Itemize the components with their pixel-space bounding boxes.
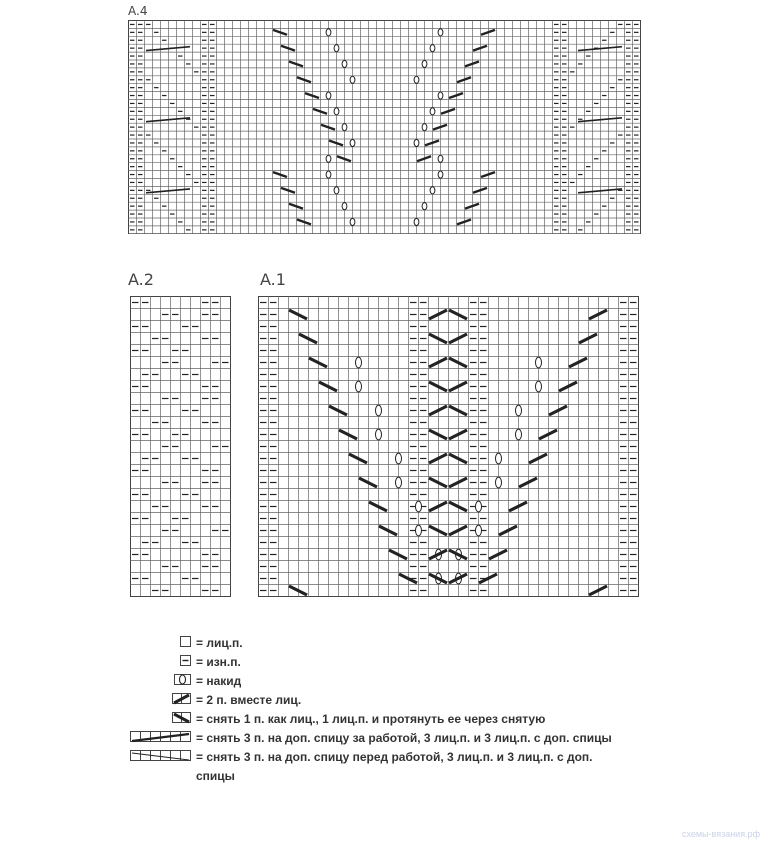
legend-row-cable-front-cont xyxy=(130,767,650,786)
yarn-over-mark xyxy=(350,76,355,83)
yarn-over-mark xyxy=(438,92,443,99)
yarn-over-mark xyxy=(438,29,443,36)
legend-row-skpo xyxy=(130,710,650,729)
yarn-over-mark xyxy=(476,501,482,512)
yarn-over-mark xyxy=(356,381,362,392)
yarn-over-mark xyxy=(476,525,482,536)
legend-text-purl: = изн.п. xyxy=(196,655,241,669)
yarn-over-mark xyxy=(516,405,522,416)
yarn-over-mark xyxy=(326,171,331,178)
yarn-over-mark xyxy=(416,525,422,536)
yarn-over-mark xyxy=(326,155,331,162)
yarn-over-mark xyxy=(342,203,347,210)
yarn-over-mark xyxy=(334,187,339,194)
cable-back-icon xyxy=(130,731,192,743)
yarn-over-mark xyxy=(342,60,347,67)
purl-square-icon xyxy=(180,655,192,667)
yarn-over-mark xyxy=(414,218,419,225)
yarn-over-mark xyxy=(422,60,427,67)
legend xyxy=(130,634,650,786)
legend-text-skpo: = снять 1 п. как лиц., 1 лиц.п. и протянуть ее через снятую xyxy=(196,712,546,726)
yarn-over-mark xyxy=(356,357,362,368)
chart-a2-grid xyxy=(130,296,232,602)
yarn-over-mark xyxy=(334,45,339,52)
legend-text-cable-back: = снять 3 п. на доп. спицу за работой, 3 лиц.п. и 3 лиц.п. с доп. спицы xyxy=(196,731,612,745)
yarn-over-mark xyxy=(536,357,542,368)
chart-a2-title: A.2 xyxy=(128,270,154,289)
yarn-over-icon xyxy=(174,674,192,686)
yarn-over-mark xyxy=(376,405,382,416)
yarn-over-mark xyxy=(396,453,402,464)
legend-row-cable-front xyxy=(130,748,650,767)
legend-text-k2tog: = 2 п. вместе лиц. xyxy=(196,693,302,707)
yarn-over-mark xyxy=(496,477,502,488)
yarn-over-mark xyxy=(430,45,435,52)
yarn-over-mark xyxy=(376,429,382,440)
watermark: схемы-вязания.рф xyxy=(681,829,760,839)
legend-text-cable-front: = снять 3 п. на доп. спицу перед работой, 3 лиц.п. и 3 лиц.п. с доп. xyxy=(196,750,593,764)
yarn-over-mark xyxy=(430,108,435,115)
legend-row-yarn-over xyxy=(130,672,650,691)
yarn-over-mark xyxy=(438,171,443,178)
yarn-over-mark xyxy=(350,218,355,225)
legend-row-cable-back xyxy=(130,729,650,748)
legend-row-knit xyxy=(130,634,650,653)
yarn-over-mark xyxy=(416,501,422,512)
yarn-over-mark xyxy=(342,124,347,131)
chart-a1-grid xyxy=(258,296,640,602)
yarn-over-mark xyxy=(422,124,427,131)
legend-row-k2tog xyxy=(130,691,650,710)
chart-a4-title: A.4 xyxy=(128,4,148,18)
legend-text-cable-front-cont: спицы xyxy=(196,769,235,783)
yarn-over-mark xyxy=(422,203,427,210)
yarn-over-mark xyxy=(536,381,542,392)
yarn-over-mark xyxy=(430,187,435,194)
cable-front-icon xyxy=(130,750,192,762)
legend-row-purl xyxy=(130,653,650,672)
yarn-over-mark xyxy=(438,155,443,162)
knit-square-icon xyxy=(180,636,192,648)
legend-text-knit: = лиц.п. xyxy=(196,636,243,650)
yarn-over-mark xyxy=(326,92,331,99)
yarn-over-mark xyxy=(396,477,402,488)
yarn-over-mark xyxy=(350,139,355,146)
yarn-over-mark xyxy=(414,139,419,146)
chart-a1-title: A.1 xyxy=(260,270,286,289)
yarn-over-mark xyxy=(516,429,522,440)
yarn-over-mark xyxy=(334,108,339,115)
chart-a4-grid xyxy=(128,20,644,234)
yarn-over-mark xyxy=(414,76,419,83)
yarn-over-mark xyxy=(326,29,331,36)
skpo-icon xyxy=(172,712,192,724)
yarn-over-mark xyxy=(496,453,502,464)
legend-text-yarn-over: = накид xyxy=(196,674,242,688)
k2tog-icon xyxy=(172,693,192,705)
